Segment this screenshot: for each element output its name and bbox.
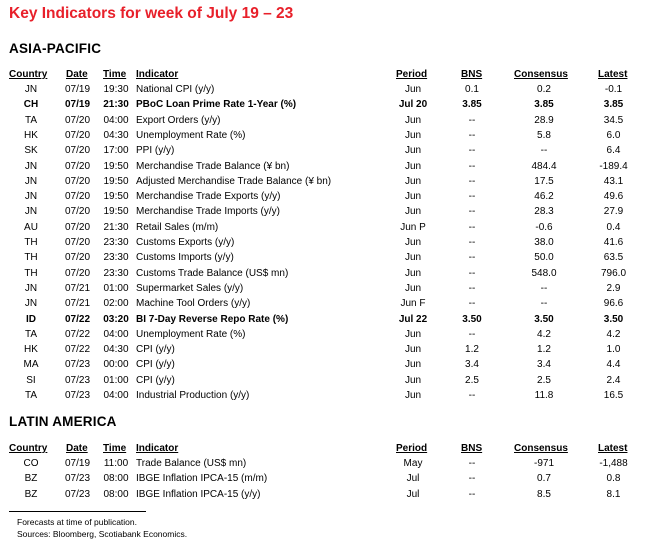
section-heading: ASIA-PACIFIC: [9, 41, 102, 56]
cell-date: 07/19: [64, 458, 91, 469]
cell-time: 19:50: [103, 160, 129, 172]
cell-consensus: 4.2: [537, 328, 551, 340]
cell-date: 07/20: [64, 114, 91, 126]
cell-bns: --: [468, 488, 476, 500]
cell-latest: 3.85: [603, 99, 624, 111]
cell-consensus: 28.3: [534, 206, 554, 218]
cell-time: 04:00: [103, 390, 129, 401]
cell-indicator: Merchandise Trade Balance (¥ bn): [136, 160, 290, 172]
table-row: [0, 327, 645, 342]
cell-bns: --: [468, 458, 476, 469]
cell-period: Jun: [404, 237, 422, 248]
column-header-consensus: Consensus: [514, 443, 568, 454]
cell-country: TA: [24, 114, 38, 126]
cell-latest: 2.4: [606, 374, 621, 386]
cell-time: 21:30: [103, 221, 129, 233]
cell-period: Jun: [404, 344, 422, 356]
cell-indicator: CPI (y/y): [136, 344, 175, 356]
column-header-bns: BNS: [461, 443, 483, 454]
cell-bns: --: [468, 114, 476, 126]
cell-consensus: 28.9: [534, 114, 554, 126]
cell-bns: --: [468, 175, 476, 187]
column-header-latest: Latest: [598, 69, 628, 80]
cell-bns: 0.1: [465, 84, 479, 95]
cell-indicator: Trade Balance (US$ mn): [136, 458, 247, 469]
cell-consensus: 0.2: [537, 84, 551, 95]
cell-country: JN: [24, 84, 38, 95]
cell-period: Jul: [406, 488, 420, 500]
cell-latest: 0.4: [606, 221, 621, 233]
cell-bns: --: [468, 145, 476, 157]
cell-period: Jun: [404, 252, 422, 264]
cell-country: SK: [24, 145, 38, 157]
cell-latest: 0.8: [606, 473, 621, 485]
cell-date: 07/22: [64, 344, 91, 356]
cell-indicator: Industrial Production (y/y): [136, 390, 250, 401]
cell-indicator: PPI (y/y): [136, 145, 175, 157]
cell-country: JN: [24, 282, 38, 294]
cell-bns: --: [468, 390, 476, 401]
cell-bns: 3.4: [465, 359, 479, 371]
cell-country: BZ: [24, 473, 38, 485]
table-row: [0, 471, 645, 486]
cell-latest: 16.5: [603, 390, 624, 401]
column-header-time: Time: [103, 443, 127, 454]
cell-time: 08:00: [103, 473, 129, 485]
cell-country: TH: [24, 267, 38, 279]
table-row: [0, 281, 645, 296]
cell-time: 23:30: [103, 267, 129, 279]
footnote-forecasts: Forecasts at time of publication.: [17, 517, 138, 527]
cell-date: 07/20: [64, 175, 91, 187]
cell-consensus: 5.8: [537, 129, 551, 141]
cell-bns: --: [468, 221, 476, 233]
cell-consensus: 11.8: [534, 390, 554, 401]
table-row: [0, 159, 645, 174]
cell-period: Jun: [404, 374, 422, 386]
cell-date: 07/21: [64, 298, 91, 310]
cell-date: 07/23: [64, 390, 91, 401]
cell-time: 04:00: [103, 114, 129, 126]
cell-period: Jun: [404, 145, 422, 157]
cell-consensus: -971: [533, 458, 554, 469]
cell-time: 01:00: [103, 282, 129, 294]
cell-bns: --: [468, 160, 476, 172]
cell-country: HK: [24, 129, 38, 141]
table-row: [0, 266, 645, 281]
column-header-bns: BNS: [461, 69, 483, 80]
cell-time: 04:00: [103, 328, 129, 340]
cell-date: 07/19: [64, 99, 91, 111]
cell-time: 19:30: [103, 84, 129, 95]
section-heading: LATIN AMERICA: [9, 414, 117, 429]
table-row: [0, 250, 645, 265]
cell-date: 07/20: [64, 145, 91, 157]
cell-consensus: 548.0: [531, 267, 557, 279]
table-row: [0, 174, 645, 189]
cell-consensus: 3.50: [534, 313, 554, 325]
cell-period: Jul: [406, 473, 420, 485]
cell-bns: --: [468, 282, 476, 294]
column-header-latest: Latest: [598, 443, 628, 454]
cell-latest: 3.50: [603, 313, 624, 325]
table-row: [0, 235, 645, 250]
cell-date: 07/20: [64, 221, 91, 233]
cell-period: Jun: [404, 267, 422, 279]
cell-bns: --: [468, 298, 476, 310]
column-header-consensus: Consensus: [514, 69, 568, 80]
cell-country: BZ: [24, 488, 38, 500]
table-row: [0, 312, 645, 327]
cell-date: 07/21: [64, 282, 91, 294]
cell-latest: 41.6: [603, 237, 624, 248]
table-row: [0, 204, 645, 219]
cell-latest: 8.1: [606, 488, 621, 500]
cell-period: Jun: [404, 191, 422, 203]
cell-indicator: Adjusted Merchandise Trade Balance (¥ bn): [136, 175, 332, 187]
cell-bns: --: [468, 473, 476, 485]
cell-period: Jun: [404, 282, 422, 294]
cell-date: 07/20: [64, 206, 91, 218]
cell-indicator: IBGE Inflation IPCA-15 (y/y): [136, 488, 261, 500]
cell-bns: --: [468, 191, 476, 203]
cell-period: May: [403, 458, 423, 469]
cell-time: 11:00: [103, 458, 129, 469]
cell-date: 07/20: [64, 267, 91, 279]
cell-latest: 2.9: [606, 282, 621, 294]
cell-period: Jun F: [400, 298, 426, 310]
table-row: [0, 189, 645, 204]
cell-indicator: CPI (y/y): [136, 374, 175, 386]
cell-latest: 1.0: [606, 344, 621, 356]
column-header-indicator: Indicator: [136, 69, 179, 80]
cell-latest: 4.4: [606, 359, 621, 371]
cell-date: 07/23: [64, 488, 91, 500]
cell-latest: 4.2: [606, 328, 621, 340]
cell-latest: -1,488: [599, 458, 628, 469]
cell-time: 04:30: [103, 344, 129, 356]
column-header-indicator: Indicator: [136, 443, 179, 454]
page-title: Key Indicators for week of July 19 – 23: [9, 5, 294, 22]
cell-time: 04:30: [103, 129, 129, 141]
footnote-divider: [9, 511, 146, 512]
cell-indicator: Customs Imports (y/y): [136, 252, 234, 264]
cell-consensus: 38.0: [534, 237, 554, 248]
cell-date: 07/22: [64, 313, 91, 325]
cell-indicator: Export Orders (y/y): [136, 114, 221, 126]
table-row: [0, 342, 645, 357]
cell-period: Jun: [404, 129, 422, 141]
cell-time: 19:50: [103, 191, 129, 203]
cell-indicator: Merchandise Trade Exports (y/y): [136, 191, 281, 203]
cell-latest: 63.5: [603, 252, 624, 264]
table-row: [0, 296, 645, 311]
cell-date: 07/20: [64, 129, 91, 141]
cell-bns: --: [468, 129, 476, 141]
column-header-period: Period: [396, 69, 428, 80]
table-row: [0, 97, 645, 112]
cell-indicator: Supermarket Sales (y/y): [136, 282, 244, 294]
cell-country: SI: [26, 374, 36, 386]
cell-date: 07/23: [64, 359, 91, 371]
cell-bns: 2.5: [465, 374, 479, 386]
cell-country: JN: [24, 160, 38, 172]
cell-time: 21:30: [103, 99, 129, 111]
cell-consensus: 50.0: [534, 252, 554, 264]
cell-period: Jul 20: [398, 99, 428, 111]
cell-period: Jun: [404, 175, 422, 187]
cell-date: 07/19: [64, 84, 91, 95]
cell-bns: 3.50: [462, 313, 482, 325]
table-row: [0, 82, 645, 97]
table-row: [0, 456, 645, 471]
column-header-period: Period: [396, 443, 428, 454]
cell-latest: 96.6: [603, 298, 624, 310]
cell-consensus: 1.2: [537, 344, 551, 356]
table-row: [0, 143, 645, 158]
cell-consensus: 2.5: [537, 374, 551, 386]
cell-indicator: PBoC Loan Prime Rate 1-Year (%): [136, 99, 297, 111]
table-row: [0, 128, 645, 143]
cell-time: 23:30: [103, 237, 129, 248]
cell-latest: 6.4: [606, 145, 621, 157]
cell-latest: 796.0: [600, 267, 627, 279]
cell-latest: 34.5: [603, 114, 624, 126]
cell-consensus: 484.4: [531, 160, 557, 172]
cell-period: Jun: [404, 206, 422, 218]
cell-consensus: 0.7: [537, 473, 551, 485]
cell-country: TH: [24, 252, 38, 264]
cell-country: JN: [24, 298, 38, 310]
cell-indicator: Machine Tool Orders (y/y): [136, 298, 251, 310]
cell-period: Jun: [404, 114, 422, 126]
table-header-row: [0, 441, 645, 456]
table-row: [0, 220, 645, 235]
cell-indicator: National CPI (y/y): [136, 84, 215, 95]
cell-time: 19:50: [103, 206, 129, 218]
cell-period: Jul 22: [398, 313, 428, 325]
cell-bns: --: [468, 206, 476, 218]
cell-time: 23:30: [103, 252, 129, 264]
cell-bns: --: [468, 252, 476, 264]
cell-indicator: CPI (y/y): [136, 359, 175, 371]
table-row: [0, 373, 645, 388]
cell-consensus: --: [540, 145, 548, 157]
cell-country: ID: [26, 313, 36, 325]
column-header-date: Date: [66, 69, 88, 80]
cell-indicator: BI 7-Day Reverse Repo Rate (%): [136, 313, 289, 325]
cell-consensus: --: [540, 282, 548, 294]
cell-latest: 49.6: [603, 191, 624, 203]
cell-country: CO: [23, 458, 39, 469]
cell-period: Jun: [404, 160, 422, 172]
cell-consensus: 46.2: [534, 191, 554, 203]
cell-time: 17:00: [103, 145, 129, 157]
cell-date: 07/23: [64, 374, 91, 386]
cell-consensus: 3.4: [537, 359, 551, 371]
cell-period: Jun P: [400, 221, 426, 233]
cell-country: TH: [24, 237, 38, 248]
cell-indicator: Retail Sales (m/m): [136, 221, 219, 233]
cell-country: JN: [24, 175, 38, 187]
cell-bns: --: [468, 237, 476, 248]
table-header-row: [0, 67, 645, 82]
cell-consensus: 17.5: [534, 175, 554, 187]
cell-country: JN: [24, 206, 38, 218]
cell-consensus: 3.85: [534, 99, 554, 111]
cell-date: 07/20: [64, 191, 91, 203]
cell-indicator: Customs Trade Balance (US$ mn): [136, 267, 289, 279]
cell-period: Jun: [404, 84, 422, 95]
cell-indicator: Customs Exports (y/y): [136, 237, 235, 248]
cell-consensus: --: [540, 298, 548, 310]
cell-time: 03:20: [103, 313, 129, 325]
cell-period: Jun: [404, 328, 422, 340]
cell-time: 01:00: [103, 374, 129, 386]
cell-country: MA: [23, 359, 39, 371]
cell-country: HK: [24, 344, 38, 356]
cell-period: Jun: [404, 390, 422, 401]
cell-latest: 43.1: [603, 175, 624, 187]
cell-date: 07/20: [64, 160, 91, 172]
cell-country: CH: [23, 99, 39, 111]
cell-country: TA: [24, 328, 38, 340]
footnote-sources: Sources: Bloomberg, Scotiabank Economics.: [17, 529, 188, 539]
cell-bns: --: [468, 267, 476, 279]
column-header-country: Country: [9, 69, 48, 80]
cell-time: 08:00: [103, 488, 129, 500]
table-row: [0, 388, 645, 403]
cell-indicator: IBGE Inflation IPCA-15 (m/m): [136, 473, 268, 485]
cell-latest: -189.4: [599, 160, 628, 172]
column-header-time: Time: [103, 69, 127, 80]
cell-time: 00:00: [103, 359, 129, 371]
cell-consensus: -0.6: [535, 221, 553, 233]
cell-date: 07/22: [64, 328, 91, 340]
table-row: [0, 357, 645, 372]
column-header-country: Country: [9, 443, 48, 454]
cell-latest: -0.1: [604, 84, 623, 95]
cell-time: 19:50: [103, 175, 129, 187]
cell-time: 02:00: [103, 298, 129, 310]
cell-date: 07/20: [64, 252, 91, 264]
cell-bns: 1.2: [465, 344, 479, 356]
cell-indicator: Merchandise Trade Imports (y/y): [136, 206, 280, 218]
cell-date: 07/20: [64, 237, 91, 248]
cell-period: Jun: [404, 359, 422, 371]
cell-consensus: 8.5: [537, 488, 551, 500]
cell-latest: 6.0: [606, 129, 621, 141]
table-row: [0, 487, 645, 502]
cell-date: 07/23: [64, 473, 91, 485]
cell-bns: 3.85: [462, 99, 482, 111]
cell-indicator: Unemployment Rate (%): [136, 328, 246, 340]
cell-indicator: Unemployment Rate (%): [136, 129, 246, 141]
cell-country: TA: [24, 390, 38, 401]
cell-bns: --: [468, 328, 476, 340]
cell-country: JN: [24, 191, 38, 203]
column-header-date: Date: [66, 443, 88, 454]
cell-latest: 27.9: [603, 206, 624, 218]
table-row: [0, 113, 645, 128]
cell-country: AU: [24, 221, 38, 233]
